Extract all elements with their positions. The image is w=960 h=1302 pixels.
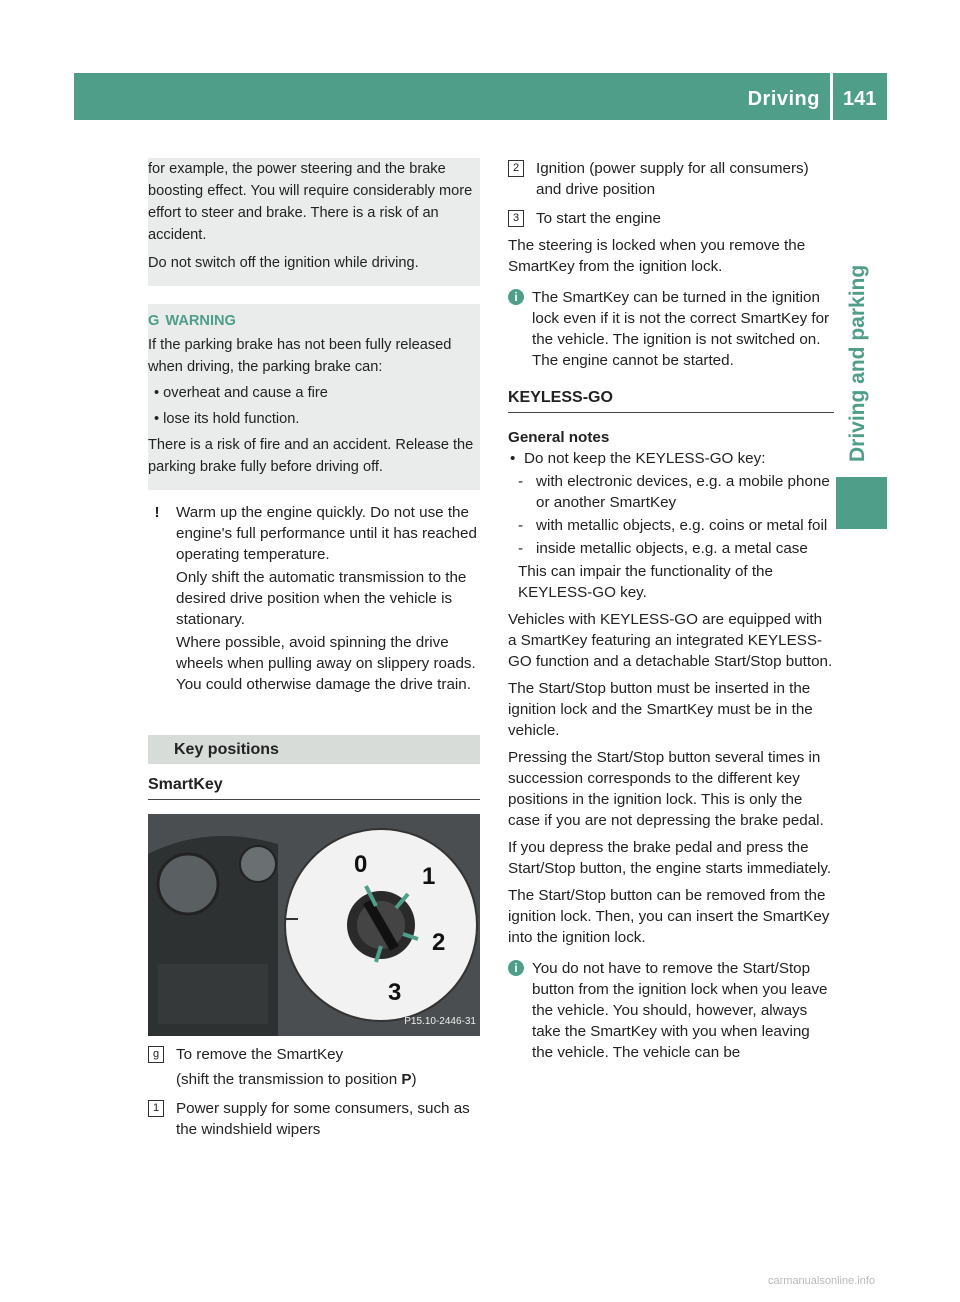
position-label: 0 <box>354 851 368 878</box>
right-column <box>508 158 834 1063</box>
body-paragraph: Vehicles with KEYLESS-GO are equipped with a SmartKey featuring an integrated KEYLESS-GO function and a detachable Start/Stop button. <box>508 611 833 670</box>
position-label: 2 <box>432 929 446 956</box>
item-text: Power supply for some consumers, such as the windshield wipers <box>176 1100 470 1138</box>
key-position-item <box>148 1098 480 1140</box>
warning-title <box>148 310 476 332</box>
body-paragraph: Pressing the Start/Stop button several times in succession corresponds to the different key positions in the ignition lock. This is only the case if you are not depressing the brake pedal. <box>508 749 824 829</box>
bullet-item: • Do not keep the KEYLESS-GO key: <box>510 450 766 467</box>
body-paragraph: The Start/Stop button can be removed from the ignition lock. Then, you can insert the SmartKey into the ignition lock. <box>508 887 830 946</box>
position-label: 1 <box>422 863 436 890</box>
bullet-tail: This can impair the functionality of the KEYLESS-GO key. <box>518 563 773 601</box>
figure-code: P15.10-2446-31 <box>404 1016 476 1027</box>
info-block <box>508 287 834 371</box>
key-position-item <box>148 1044 480 1090</box>
key-position-item <box>508 208 834 229</box>
item-extra: (shift the transmission to position P) <box>176 1071 417 1088</box>
dash-item: - inside metallic objects, e.g. a metal case <box>518 540 808 557</box>
caution-text: Do not switch off the ignition while driving. <box>148 255 419 271</box>
key-position-item <box>508 158 834 200</box>
info-text: The SmartKey can be turned in the ignition lock even if it is not the correct SmartKey for the vehicle. The ignition is not switched on. The engine cannot be started. <box>532 289 830 369</box>
info-text: You do not have to remove the Start/Stop button from the ignition lock when you leave the vehicle. You should, however, always take the SmartKey with you when leaving the vehicle. The vehicle can be <box>532 960 828 1061</box>
caution-box <box>148 158 480 286</box>
ignition-illustration <box>148 814 480 1036</box>
side-tab-block <box>836 477 887 529</box>
page-number: 141 <box>843 88 877 110</box>
position-marker: g <box>148 1046 164 1063</box>
item-text: To start the engine <box>536 210 661 227</box>
exclamation-icon: ! <box>154 504 160 521</box>
section-heading: Key positions <box>148 735 480 764</box>
position-label: 3 <box>388 979 402 1006</box>
note-paragraph: Only shift the automatic transmission to the desired drive position when the vehicle is stationary. <box>176 569 467 628</box>
warning-title-text: WARNING <box>165 313 236 329</box>
header-separator <box>830 73 833 120</box>
info-icon: i <box>508 289 524 305</box>
side-tab-label: Driving and parking <box>846 264 869 462</box>
page-title: Driving <box>747 88 820 110</box>
warning-box <box>148 304 480 490</box>
body-paragraph: If you depress the brake pedal and press the Start/Stop button, the engine starts immediately. <box>508 839 832 877</box>
warning-intro: If the parking brake has not been fully released when driving, the parking brake can: <box>148 337 452 375</box>
info-icon: i <box>508 960 524 976</box>
note-paragraph: Warm up the engine quickly. Do not use the engine's full performance until it has reached operating temperature. <box>176 504 477 563</box>
note-block <box>148 502 480 695</box>
ignition-figure <box>148 814 480 1036</box>
section-heading: KEYLESS-GO <box>508 387 834 413</box>
item-text: Ignition (power supply for all consumers) and drive position <box>536 160 809 198</box>
body-paragraph: The Start/Stop button must be inserted in the ignition lock and the SmartKey must be in the vehicle. <box>508 680 813 739</box>
position-marker: 2 <box>508 160 524 177</box>
warning-bullet: • lose its hold function. <box>154 411 300 427</box>
note-paragraph: Where possible, avoid spinning the drive wheels when pulling away on slippery roads. You could otherwise damage the drive train. <box>176 634 476 693</box>
caution-text: for example, the power steering and the brake boosting effect. You will require considerably more effort to steer and brake. There is a risk of an accident. <box>148 161 473 243</box>
dash-item: - with metallic objects, e.g. coins or metal foil <box>518 517 828 534</box>
item-text: To remove the SmartKey <box>176 1046 344 1063</box>
body-paragraph: The steering is locked when you remove the SmartKey from the ignition lock. <box>508 237 806 275</box>
position-marker: 3 <box>508 210 524 227</box>
position-marker: 1 <box>148 1100 164 1117</box>
warning-bullet: • overheat and cause a fire <box>154 385 328 401</box>
sub-heading: General notes <box>508 429 610 446</box>
watermark: carmanualsonline.info <box>768 1275 876 1287</box>
left-column <box>148 158 480 1140</box>
sub-heading: SmartKey <box>148 774 480 800</box>
warning-icon: G <box>148 313 160 329</box>
dash-item: - with electronic devices, e.g. a mobile phone or another SmartKey <box>518 473 830 511</box>
info-block <box>508 958 834 1063</box>
warning-outro: There is a risk of fire and an accident. Release the parking brake fully before driving off. <box>148 437 474 475</box>
